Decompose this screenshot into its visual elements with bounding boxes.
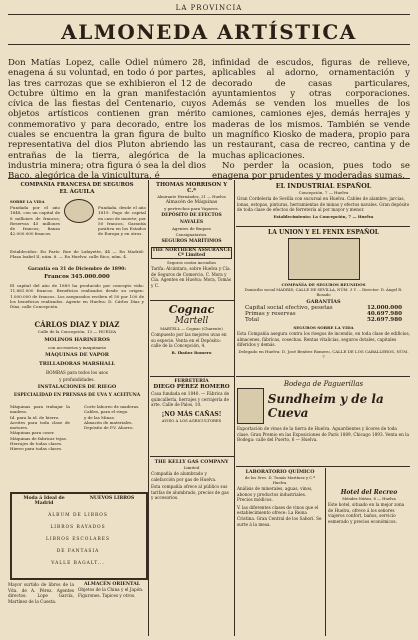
aguila-footer: Garantía en 31 de Diciembre de 1890: [27, 267, 127, 272]
thomas-line: Consignatarios. [175, 232, 208, 237]
thomas-title: THOMAS MORRISON Y C.ª [155, 182, 228, 194]
title-rule [8, 44, 410, 45]
column-divider [325, 468, 326, 636]
column-divider [148, 180, 149, 636]
eagle-emblem-icon [64, 199, 94, 223]
ferreteria-ad [151, 379, 232, 423]
cognac-name: Cognac [168, 303, 215, 316]
carlos-line: BOMBAS para todos los usos [46, 370, 108, 375]
hotel-sub: Méndez Núñez, 6 — Huelva [342, 496, 396, 501]
lab-text2: V. las diferentes clases de vinos que el establecimiento ofrece: La Reina Cristina. Gran Central de los Saborí. Se surte á la mesa. [237, 504, 322, 527]
carlos-left-item: Aceites para toda clase de motores. [10, 419, 70, 431]
carlos-left-item: Hierro para todas clases. [10, 446, 63, 452]
lab-title: LABORATORIO QUÍMICO [245, 469, 315, 475]
carlos-line: con accesorios y maquinaria [48, 345, 106, 350]
union-total-value: 52.697.980 [366, 317, 402, 323]
divider [150, 376, 234, 377]
carlos-right-item: Almacén de materiales. [84, 419, 133, 425]
article-col1: Don Matías Lopez, calle Odiel número 28, enagena á su voluntad, en todo ó por partes, las tres carrozas que se exhibieron el 12 de Octubre último en la gran manifestación cívica de las fiestas del Centenario, cuyos objetos artísticos contienen gran mérito conmemorativo y para decorado, entre los cuales se encuentra la gran figura de bulto representativa del dios Pluton abriendo las entrañas de la tierra, alegórica de la industria minera; otra figura ó sea la del dios Baco, alegórica de la vinicultura, é [8, 58, 206, 182]
union-sub: COMPAÑÍA DE SEGUROS REUNIDOS [281, 282, 366, 287]
union-garantias: GARANTÍAS [306, 299, 341, 305]
carlos-diaz-ad [8, 320, 146, 488]
carlos-lines [8, 336, 146, 392]
cognac-text: Compuesto por las mejores uvas en su especie. Venta en el Depósito: calle de la Concepción, 4. [151, 332, 227, 349]
thomas-line: DEPÓSITO DE EFECTOS NAVALES [161, 213, 222, 225]
industrial-ad [237, 182, 410, 219]
article-col2-text: infinidad de escudos, figuras de relieve, aplicables al adorno, ornamentación y decorado de casas particulares, ayuntamientos y otras corporaciones. Además se venden los muelles de los camiones, camiones ejes, demás herrajes y maderas de los mismos. También se vende un magnífico Kiosko de madera, propio para un restaurant, casa de recreo, cantina y de muchas aplicaciones. [212, 58, 410, 161]
thomas-line: SEGUROS MARÍTIMOS [161, 239, 222, 244]
moda-row: DE FANTASIA [56, 549, 100, 554]
aguila-sub: SOBRE LA VIDA [10, 199, 45, 204]
industrial-sub: Concepción, 7 — Huelva [298, 190, 349, 195]
aguila-amount: Francos 345.000.000 [44, 274, 110, 280]
ferreteria-title: FERRETERÍA [174, 379, 209, 384]
hotel-ad [328, 469, 410, 525]
union-title: LA UNION Y EL FENIX ESPAÑOL [268, 229, 379, 236]
carlos-line: MOLINOS HARINEROS [44, 337, 110, 343]
bodega-name-row [237, 388, 410, 424]
carlos-left-list [8, 404, 72, 452]
moda-sub: NUEVOS LIBROS [89, 496, 135, 501]
thomas-sub: Almirante Hernández, 21 — Huelva [157, 194, 226, 199]
aguila-left-text: Fundada por el año 1848, con un capital de 8 millones de francos; Reservas 45 millones de francos; fianza 42.000.000 francos. [10, 205, 60, 237]
paper-header: LA PROVINCIA [175, 4, 243, 12]
lab-text: Análisis de minerales, aguas, vinos, abonos y productos industriales. Precios módicos. [237, 486, 313, 503]
cognac-sub: MARTELL — Cognac (Charente) [160, 326, 223, 331]
union-cap-value: 12.000.000 [366, 305, 402, 311]
carlos-right-item: y de las Minas. [84, 414, 116, 420]
phoenix-emblem-icon [288, 238, 360, 280]
lab-ad [237, 469, 323, 529]
bodega-text: Exportación de vinos de la tierra de Huelva. Aguardientes y licores de toda clase. Gran Premio en las Exposiciones de París 1889, Chicago 1893. Venta en la Bodega: calle del Puerto, 6 — Huelva. [237, 426, 409, 443]
moda-row: LIBROS RAYADOS [50, 525, 106, 530]
bodega-ad [237, 380, 410, 445]
moda-row: ÁLBUM DE LIBROS [48, 513, 108, 518]
divider [236, 466, 410, 467]
union-total-row [237, 317, 410, 323]
carlos-right-list [82, 404, 146, 430]
article-col2 [212, 58, 410, 182]
carlos-left-item: Herrajes de todas clases. [10, 441, 63, 447]
lab-sub: de los Sres. D. Tomás Martínez y C.ª Huelva. [244, 475, 316, 485]
divider [150, 456, 234, 457]
cognac-agent: R. Ibañez Romero [171, 349, 212, 355]
union-vida: SEGUROS SOBRE LA VIDA [293, 325, 354, 330]
carlos-line: INSTALACIONES DE RIEGO [37, 384, 117, 390]
moda-rows [30, 510, 126, 570]
industrial-title: EL INDUSTRIAL ESPAÑOL [275, 182, 372, 190]
union-ad [237, 229, 410, 359]
divider [236, 376, 410, 377]
union-prima-label: Primas y reservas [245, 311, 296, 317]
aguila-title: COMPAÑIA FRANCESA DE SEGUROS [20, 182, 134, 188]
carlos-sub: Calle de la Concepción, 13 — HUELVA [37, 329, 117, 334]
carlos-left-item: Máquinas de fabricar tejas. [10, 435, 68, 441]
almacen-ad [78, 582, 146, 598]
aguila-body: El capital del año de 1889 ha producido por concepto vida: 11.881.000 francos. Beneficios realizados desde su origen: 1.000.000 de francos. Los asegurados reciben el 50 por 100 de los beneficios realizados. Agente en Huelva: D. Cárlos Díaz y Díaz, calle Concepción. [10, 283, 144, 310]
bodega-name: Sundheim y de la Cueva [267, 392, 384, 420]
union-total-label: Total [245, 317, 260, 323]
carlos-line: y profundidades. [59, 377, 95, 382]
carlos-right-item: Depósito de P.V. Ahorro. [84, 425, 134, 431]
industrial-estab: Establecimiento: La Concepción, 7 — Huelva [273, 213, 374, 219]
aguila-ad [8, 181, 146, 317]
bodega-illustration-icon [237, 388, 264, 424]
carlos-line: MÁQUINAS DE VAPOR [45, 352, 109, 358]
thomas-text: Tarifa: Alcántara, sobre Huelva y Cía. de Seguros de Comercio, C. Mora y Cía. Agentes en Huelva: Mora, Tomás y C. [151, 266, 232, 288]
thomas-line: Almacén de Máquinas [165, 200, 218, 205]
union-prima-value: 40.697.980 [366, 311, 402, 317]
union-cap-label: Capital social efectivo, pesetas [245, 305, 333, 311]
aguila-right-text: Fundada, desde el año 1819. Pago de capital en caso de muerte; por 50 francos, Garantía positiva en los Estados de Europa y en otros. [98, 205, 146, 237]
almacen-text: Objetos de la China y el Japón. Figurones. Tapices y otros. [78, 587, 144, 598]
carlos-right-item: Corte laboreo de maderas. [84, 404, 140, 409]
ferreteria-owner: DIEGO PÉREZ ROMERO [153, 384, 230, 390]
cognac-brand: Martell [174, 316, 209, 326]
thomas-line: y pertrechos para Vapores. [164, 206, 219, 211]
bodega-pre: Bodega de Paguerillas [283, 380, 364, 388]
union-vida-text: Esta Compañía asegura contra los riesgos de incendio, en toda clase de edificios, almacenes, fábricas, cosechas. Rentas vitalicias, seguros dotales, capitales diferidos y demás. [237, 331, 410, 348]
carlos-foot: ESPECIALIDAD EN PRENSAS DE UVA Y ACEITUNA [13, 393, 141, 398]
divider [236, 226, 410, 227]
hotel-text: Este hotel, situado en la mejor zona de Huelva, ofrece á los señores viajeros confort, baños, servicio esmerado y precios económicos. [328, 502, 405, 524]
thomas-line: Agentes de Buques [172, 226, 211, 231]
thomas-ad [151, 182, 232, 289]
cognac-ad [151, 303, 232, 373]
carlos-line: TRILLADORAS MARSHALL [38, 361, 116, 367]
moda-row: VALLE BAGALT... [51, 561, 105, 566]
moda-title: Moda á Ideal de Madrid [23, 496, 65, 506]
ferreteria-text: Casa fundada en 1840. — Fábrica de quincallería, herrajes y cerrajería de arte. Calle de Palos, 10. [151, 391, 230, 408]
kelly-text: Compañía de alumbrado y calefacción por gas de Huelva. [151, 471, 217, 482]
article-rule [8, 178, 410, 179]
column-divider [234, 180, 235, 636]
kelly-ad [151, 459, 232, 503]
union-domicile: Domicilio social MADRID, CALLE DE SEVILLA, NÚM. 3 Y ... Director: D. Ángel R. Rosado [244, 287, 403, 297]
header-rule [8, 14, 410, 15]
carlos-name: CÁRLOS DIAZ Y DIAZ [34, 320, 120, 329]
carlos-left-item: Id. para la id. de hierro. [10, 414, 60, 420]
union-agent: Delegado en Huelva: D. José Benítez Romero, CALLE DE LOS CABALLEROS, NÚM. 7 [238, 348, 409, 359]
page-title: ALMONEDA ARTÍSTICA [61, 20, 357, 44]
kelly-text2: Esta compañía ofrece al público sus tarifas de alumbrado, precios de gas y accesorios. [151, 484, 229, 501]
moda-row: LIBROS ESCOLARES [46, 537, 110, 542]
carlos-right-item: Cables, para el riego. [84, 409, 129, 415]
hotel-title: Hotel del Recreo [340, 489, 398, 496]
northern-title: THE NORTHERN ASSURANCE Cª Limited [152, 248, 231, 258]
mayor-text: Mayor surtido de libros de la Vda. de A. Pérez. Agentes directos: Lope García, Martínez de la Cuesta. [8, 582, 74, 604]
ferreteria-cta: ¡NO MÁS CAÑAS! [161, 410, 222, 418]
aguila-estab: Establecidos: En París: Rue de Lafayette, 44 — En Madrid: Plaza Isabel II, núm. 8. — En Huelva: calle Rico, núm. 4. [10, 249, 144, 260]
aguila-name: EL ÁGUILA [59, 189, 95, 195]
ferreteria-cta-sub: AVISO Á LOS AGRICULTORES [161, 417, 222, 423]
carlos-left-item: Máquinas para trabajar la madera. [10, 404, 70, 415]
article-col2-end: No perder la ocasion, pues todo se enagena por prudentes y moderadas sumas. [212, 160, 410, 182]
almacen-title: ALMACÉN ORIENTAL [83, 582, 141, 587]
divider [150, 300, 234, 301]
moda-ad [10, 492, 148, 580]
kelly-sub: Limited [183, 465, 200, 470]
northern-sub: Seguros contra incendios [166, 260, 216, 265]
carlos-left-item: Máquinas para coser. [10, 430, 55, 436]
industrial-text: Gran Cordelería de Sevilla con sucursal en Huelva. Cables de alambre, jarcias, lonas, estopas, pinturas, herramientas de minas y efectos navales. Gran depósito de toda clase de efectos de ferretería al por mayor y menor. [237, 196, 410, 213]
kelly-title: THE KELLY GAS COMPANY [154, 459, 229, 465]
